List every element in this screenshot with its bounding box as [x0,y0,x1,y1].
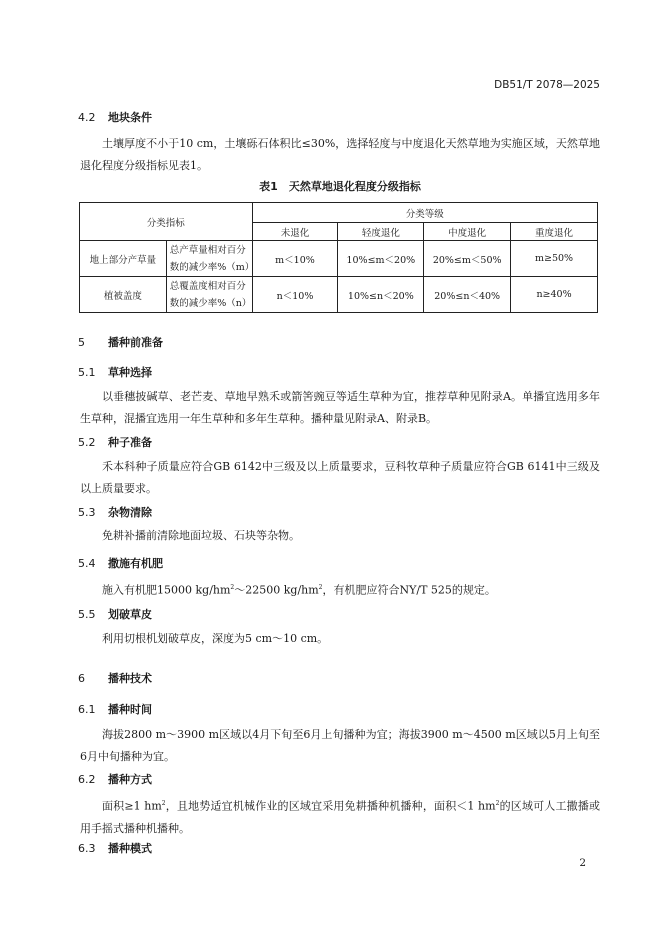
text-segment: 施入有机肥15000 kg/hm [102,583,231,597]
table-cell: 植被盖度 [80,277,167,313]
section-number: 5.2 [78,436,96,449]
section-5-1-heading [78,364,152,380]
text-segment: ，有机肥应符合NY/T 525的规定。 [322,583,496,597]
section-number: 6.2 [78,773,96,786]
section-number: 5.5 [78,608,96,621]
table-row [80,241,598,277]
section-number: 4.2 [78,111,96,124]
section-6-3-heading [78,840,152,856]
section-title: 撒施有机肥 [108,557,163,570]
section-6-1-heading [78,701,152,717]
section-number: 6 [78,672,85,685]
table-cell: 10%≤m＜20% [338,241,424,277]
section-5-1-text: 以垂穗披碱草、老芒麦、草地早熟禾或箭筈豌豆等适生草种为宜，推荐草种见附录A。单播宜选用多年生草种，混播宜选用一年生草种和多年生草种。播种量见附录A、附录B。 [80,390,600,425]
chapter-6-heading [78,670,152,686]
table-cell: 总覆盖度相对百分数的减少率%（n） [166,277,252,313]
section-5-2-text: 禾本科种子质量应符合GB 6142中三级及以上质量要求，豆科牧草种子质量应符合GB 6141中三级及以上质量要求。 [80,460,600,495]
table-cell: m＜10% [252,241,338,277]
table-cell: 20%≤m＜50% [424,241,511,277]
section-6-2-heading [78,771,152,787]
table-cell: 10%≤n＜20% [338,277,424,313]
section-title: 杂物清除 [108,506,152,519]
superscript: 2 [318,584,323,591]
superscript: 2 [495,800,500,807]
table-header-cell: 重度退化 [511,223,598,241]
section-title: 种子准备 [108,436,152,449]
table-cell: 总产草量相对百分数的减少率%（m） [166,241,252,277]
section-title: 播种前准备 [108,336,163,349]
table-cell: m≥50% [511,241,598,277]
degradation-table [79,202,598,313]
table-header-cell: 中度退化 [424,223,511,241]
table-row [80,277,598,313]
section-5-5-heading [78,606,152,622]
superscript: 2 [161,800,166,807]
section-title: 播种时间 [108,703,152,716]
section-title: 播种方式 [108,773,152,786]
section-number: 5.4 [78,557,96,570]
section-title: 地块条件 [108,111,152,124]
superscript: 2 [230,584,235,591]
section-4-2-text: 土壤厚度不小于10 cm，土壤砾石体积比≤30%，选择轻度与中度退化天然草地为实施区域，天然草地退化程度分级指标见表1。 [80,137,600,172]
section-number: 5.3 [78,506,96,519]
section-6-1-text: 海拔2800 m～3900 m区域以4月下旬至6月上旬播种为宜；海拔3900 m～4500 m区域以5月上旬至6月中旬播种为宜。 [80,728,600,763]
table-caption: 表1 天然草地退化程度分级指标 [259,180,421,193]
section-4-2-heading [78,109,152,125]
section-number: 5.1 [78,366,96,379]
section-5-3-heading [78,504,152,520]
table-cell: n＜10% [252,277,338,313]
section-title: 划破草皮 [108,608,152,621]
section-5-4-text [80,577,600,602]
text-segment: 面积≥1 hm [102,799,162,813]
text-segment: ～22500 kg/hm [234,583,319,597]
table-header-cell: 轻度退化 [338,223,424,241]
text-segment: 的区域可人工撒播或用手摇式播种机播种。 [80,799,601,835]
section-title: 播种技术 [108,672,152,685]
table-cell: n≥40% [511,277,598,313]
section-number: 6.3 [78,842,96,855]
table-cell: 20%≤n＜40% [424,277,511,313]
section-5-3-text: 免耕补播前清除地面垃圾、石块等杂物。 [102,529,300,542]
section-5-4-heading [78,555,163,571]
table-header-index: 分类指标 [80,203,253,241]
table-header-level: 分类等级 [252,203,597,223]
chapter-5-heading [78,334,163,350]
table-cell: 地上部分产草量 [80,241,167,277]
section-5-5-text: 利用切根机划破草皮，深度为5 cm～10 cm。 [102,632,329,645]
table-header-cell: 未退化 [252,223,338,241]
page-number: 2 [579,857,586,869]
text-segment: ，且地势适宜机械作业的区域宜采用免耕播种机播种，面积＜1 hm [165,799,496,813]
section-title: 草种选择 [108,366,152,379]
doc-code-header: DB51/T 2078—2025 [494,79,600,91]
section-6-2-text [80,793,600,840]
section-number: 5 [78,336,85,349]
section-title: 播种模式 [108,842,152,855]
section-number: 6.1 [78,703,96,716]
section-5-2-heading [78,434,152,450]
